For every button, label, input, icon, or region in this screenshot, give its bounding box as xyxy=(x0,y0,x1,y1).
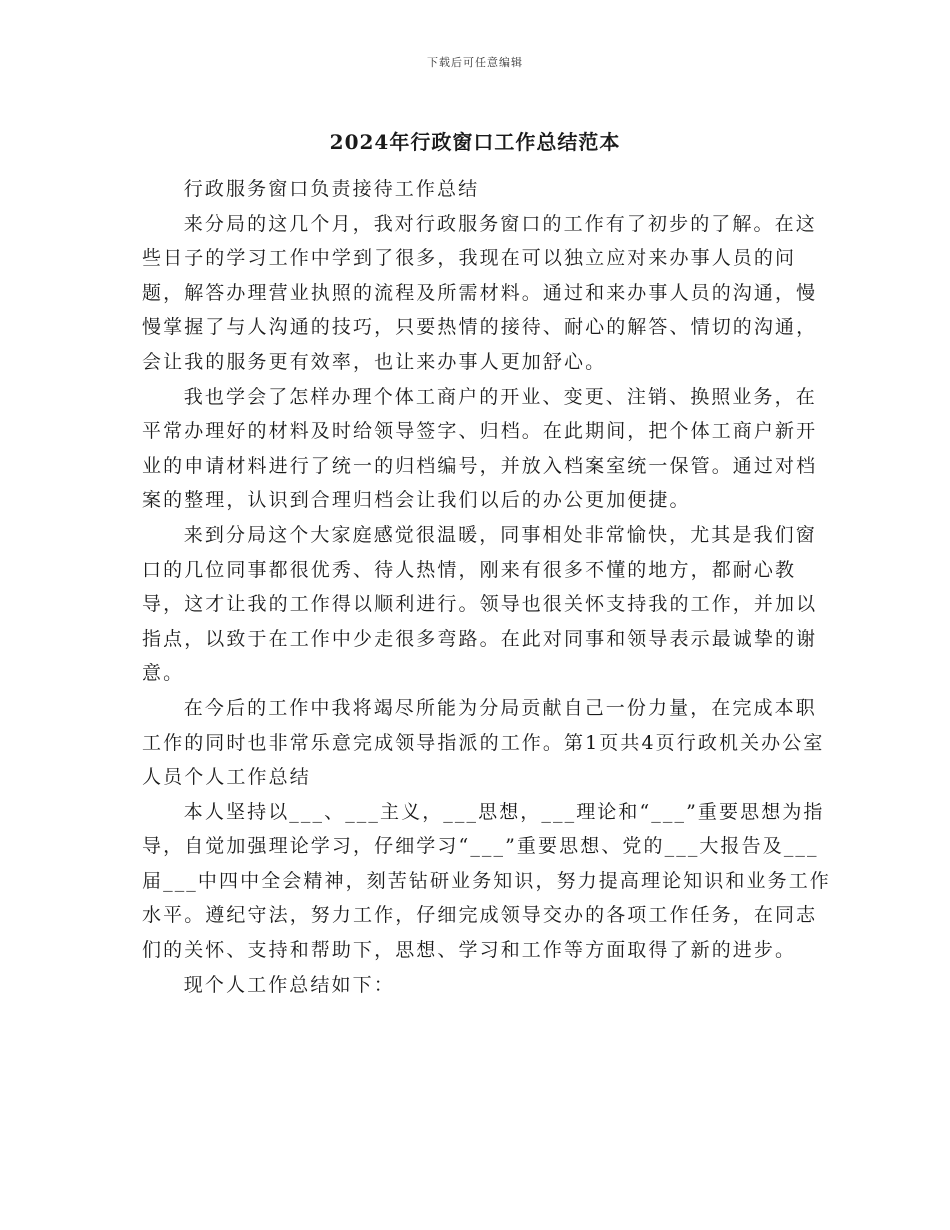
paragraph: 本人坚持以___、___主义，___思想，___理论和“___”重要思想为指导，自觉加强理论学习，仔细学习“___”重要思想、党的___大报告及___届___中四中全会精神，刻苦钻研业务知识，努力提高理论知识和业务工作水平。遵纪守法，努力工作，仔细完成领导交办的各项工作任务，在同志们的关怀、支持和帮助下，思想、学习和工作等方面取得了新的进步。 xyxy=(142,800,831,962)
paragraph: 现个人工作总结如下： xyxy=(183,973,395,996)
document-body xyxy=(142,172,832,1002)
paragraph: 我也学会了怎样办理个体工商户的开业、变更、注销、换照业务，在平常办理好的材料及时给领导签字、归档。在此期间，把个体工商户新开业的申请材料进行了统一的归档编号，并放入档案室统一保管。通过对档案的整理，认识到合理归档会让我们以后的办公更加便捷。 xyxy=(142,385,818,512)
paragraph-subtitle: 行政服务窗口负责接待工作总结 xyxy=(183,178,480,200)
paragraph: 来分局的这几个月，我对行政服务窗口的工作有了初步的了解。在这些日子的学习工作中学到了很多，我现在可以独立应对来办事人员的问题，解答办理营业执照的流程及所需材料。通过和来办事人员的沟通，慢慢掌握了与人沟通的技巧，只要热情的接待、耐心的解答、情切的沟通，会让我的服务更有效率，也让来办事人更加舒心。 xyxy=(142,212,818,373)
paragraph: 来到分局这个大家庭感觉很温暖，同事相处非常愉快，尤其是我们窗口的几位同事都很优秀、待人热情，刚来有很多不懂的地方，都耐心教导，这才让我的工作得以顺利进行。领导也很关怀支持我的工作，并加以指点，以致于在工作中少走很多弯路。在此对同事和领导表示最诚挚的谢意。 xyxy=(142,523,818,685)
document-title: 2024年行政窗口工作总结范本 xyxy=(329,130,621,154)
paragraph: 在今后的工作中我将竭尽所能为分局贡献自己一份力量，在完成本职工作的同时也非常乐意完成领导指派的工作。第1页共4页行政机关办公室人员个人工作总结 xyxy=(142,696,825,789)
page-header-note: 下载后可任意编辑 xyxy=(427,56,523,69)
